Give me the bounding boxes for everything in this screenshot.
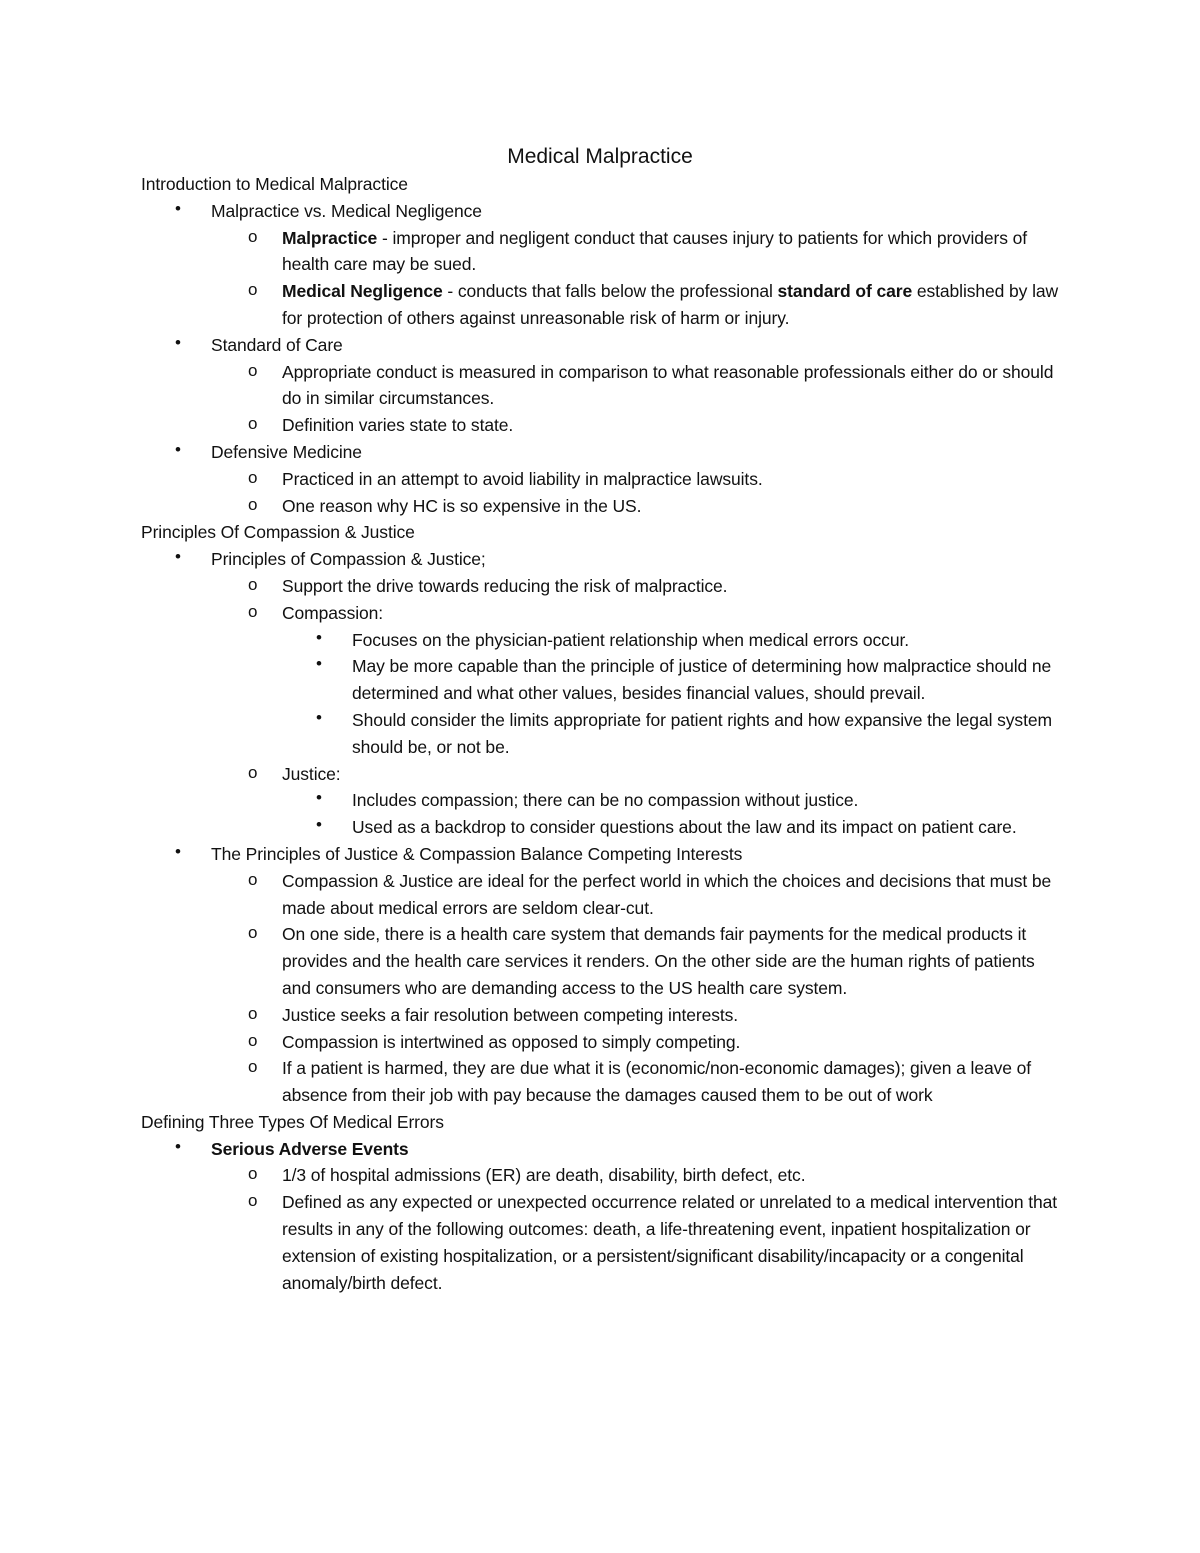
document-body	[0, 171, 1200, 1296]
list-item	[175, 841, 1071, 868]
bullet-circle-icon: o	[248, 467, 258, 487]
bullet-dot-icon: •	[316, 788, 322, 808]
list-item	[248, 1055, 1067, 1109]
list-item	[248, 359, 1067, 413]
list-item	[248, 225, 1067, 279]
point-text: Practiced in an attempt to avoid liability in malpractice lawsuits.	[282, 468, 763, 489]
list-item	[248, 1162, 1067, 1189]
list-item	[248, 278, 1067, 332]
bullet-dot-icon: •	[175, 439, 181, 459]
list-item	[316, 787, 1067, 814]
point-text: If a patient is harmed, they are due what it is (economic/non-economic damages); given a leave of absence from their job with pay because the damages caused them to be out of work	[282, 1058, 1032, 1106]
point-text: - conducts that falls below the professional	[442, 281, 778, 302]
bullet-circle-icon: o	[248, 574, 258, 594]
subpoint-text: Used as a backdrop to consider questions about the law and its impact on patient care.	[352, 817, 1017, 838]
bullet-circle-icon: o	[248, 414, 258, 434]
section-heading: Principles Of Compassion & Justice	[141, 522, 415, 543]
point-text: Compassion & Justice are ideal for the perfect world in which the choices and decisions that must be made about medical errors are seldom clear-cut.	[282, 870, 1052, 918]
bullet-circle-icon: o	[248, 762, 258, 782]
topic-label: Standard of Care	[211, 334, 343, 355]
list-item	[175, 1136, 1071, 1163]
point-text: Compassion is intertwined as opposed to simply competing.	[282, 1031, 741, 1052]
point-text: Appropriate conduct is measured in comparison to what reasonable professionals either do or should do in similar circumstances.	[282, 361, 1054, 409]
subpoint-text: Should consider the limits appropriate for patient rights and how expansive the legal system should be, or not be.	[352, 709, 1052, 757]
bullet-dot-icon: •	[175, 547, 181, 567]
bullet-dot-icon: •	[316, 654, 322, 674]
bullet-dot-icon: •	[316, 627, 322, 647]
topic-label: Defensive Medicine	[211, 441, 362, 462]
list-item	[248, 921, 1067, 1001]
bullet-dot-icon: •	[175, 841, 181, 861]
list-item	[248, 1029, 1067, 1056]
list-item	[248, 573, 1067, 600]
list-item	[248, 600, 1067, 627]
list-item	[175, 332, 1071, 359]
subpoint-text: Focuses on the physician-patient relationship when medical errors occur.	[352, 629, 909, 650]
bullet-circle-icon: o	[248, 923, 258, 943]
bullet-dot-icon: •	[175, 1136, 181, 1156]
list-item	[248, 1002, 1067, 1029]
list-item	[316, 814, 1067, 841]
list-item	[316, 707, 1067, 761]
section-heading: Introduction to Medical Malpractice	[141, 174, 408, 194]
bullet-circle-icon: o	[248, 601, 258, 621]
key-phrase: standard of care	[777, 281, 913, 302]
point-text: Justice:	[282, 763, 341, 784]
section-heading: Defining Three Types Of Medical Errors	[141, 1111, 444, 1132]
key-term: Malpractice	[282, 227, 378, 248]
bullet-circle-icon: o	[248, 1191, 258, 1211]
point-text: established by law for protection of others against unreasonable risk of harm or injury.	[282, 281, 1059, 328]
topic-label: The Principles of Justice & Compassion Balance Competing Interests	[211, 843, 743, 864]
bullet-circle-icon: o	[248, 360, 258, 380]
list-item	[248, 761, 1067, 788]
topic-label: Serious Adverse Events	[211, 1138, 409, 1159]
point-text: 1/3 of hospital admissions (ER) are death, disability, birth defect, etc.	[282, 1165, 806, 1186]
topic-label: Malpractice vs. Medical Negligence	[211, 200, 482, 221]
document-title: Medical Malpractice	[507, 145, 693, 168]
list-item	[248, 1189, 1067, 1296]
topic-label: Principles of Compassion & Justice;	[211, 549, 486, 570]
bullet-dot-icon: •	[316, 707, 322, 727]
point-text: Defined as any expected or unexpected occurrence related or unrelated to a medical intervention that results in any of the following outcomes: death, a life-threatening event, inpatient hospitalization or extension of existing hospitalization, or a persistent/significant disability/incapacity or a congenital anomaly/birth defect.	[282, 1192, 1058, 1293]
list-item	[248, 493, 1067, 520]
point-text: Justice seeks a fair resolution between competing interests.	[282, 1004, 739, 1025]
point-text: Definition varies state to state.	[282, 415, 514, 436]
subpoint-text: May be more capable than the principle of justice of determining how malpractice should ne determined and what other values, besides financial values, should prevail.	[352, 656, 1052, 704]
list-item	[248, 466, 1067, 493]
list-item	[175, 198, 1071, 225]
bullet-circle-icon: o	[248, 494, 258, 514]
point-text: - improper and negligent conduct that causes injury to patients for which providers of health care may be sued.	[282, 227, 1028, 275]
point-text: One reason why HC is so expensive in the US.	[282, 495, 642, 516]
bullet-dot-icon: •	[316, 815, 322, 835]
point-text: Compassion:	[282, 602, 384, 623]
list-item	[175, 439, 1071, 466]
list-item	[316, 653, 1067, 707]
bullet-circle-icon: o	[248, 226, 258, 246]
bullet-circle-icon: o	[248, 1057, 258, 1077]
bullet-circle-icon: o	[248, 280, 258, 300]
bullet-dot-icon: •	[175, 332, 181, 352]
list-item	[175, 546, 1071, 573]
key-term: Medical Negligence	[282, 281, 443, 302]
bullet-circle-icon: o	[248, 1030, 258, 1050]
point-text: Support the drive towards reducing the risk of malpractice.	[282, 575, 728, 596]
bullet-circle-icon: o	[248, 869, 258, 889]
subpoint-text: Includes compassion; there can be no compassion without justice.	[352, 790, 859, 811]
bullet-dot-icon: •	[175, 198, 181, 218]
list-item	[248, 412, 1067, 439]
list-item	[316, 627, 1067, 654]
point-text: On one side, there is a health care system that demands fair payments for the medical products it provides and the health care services it renders. On the other side are the human rights of patients and consumers who are demanding access to the US health care system.	[282, 924, 1035, 998]
bullet-circle-icon: o	[248, 1164, 258, 1184]
bullet-circle-icon: o	[248, 1003, 258, 1023]
list-item	[248, 868, 1067, 922]
